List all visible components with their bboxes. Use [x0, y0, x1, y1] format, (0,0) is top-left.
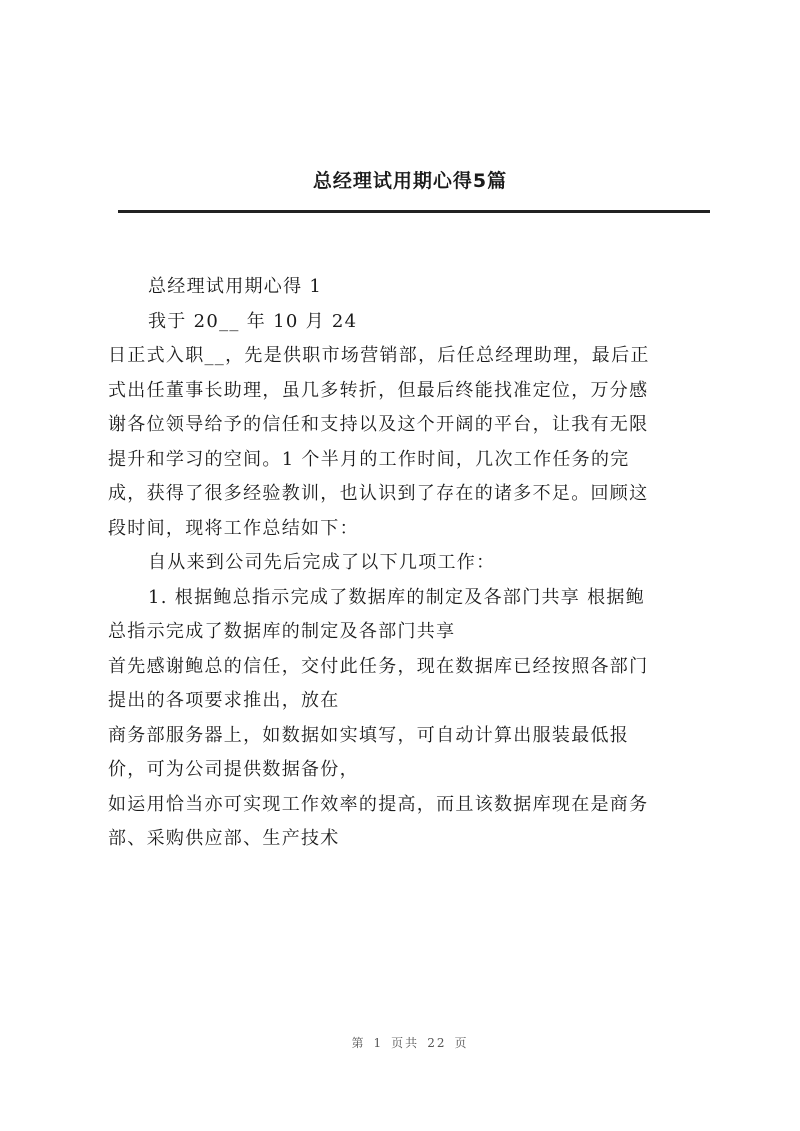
body-line: 自从来到公司先后完成了以下几项工作： [148, 552, 496, 573]
body-line: 总指示完成了数据库的制定及各部门共享 [108, 621, 456, 642]
body-line: 我于 20__ 年 10 月 24 [148, 310, 358, 332]
body-line: 1. 根据鲍总指示完成了数据库的制定及各部门共享 根据鲍 [148, 586, 646, 608]
body-line: 段时间，现将工作总结如下： [108, 517, 359, 539]
footer-suffix: 页 [454, 1036, 469, 1050]
body-line: 如运用恰当亦可实现工作效率的提高，而且该数据库现在是商务 [108, 793, 649, 815]
body-line: 部、采购供应部、生产技术 [108, 828, 340, 849]
current-page-number: 1 [373, 1036, 384, 1050]
body-line: 提出的各项要求推出，放在 [108, 690, 340, 711]
footer-mid: 页共 [391, 1036, 420, 1050]
body-line: 总经理试用期心得 1 [148, 276, 323, 297]
body-line: 日正式入职__，先是供职市场营销部，后任总经理助理，最后正 [108, 345, 650, 366]
document-title: 总经理试用期心得5篇 [312, 170, 508, 192]
body-line: 式出任董事长助理，虽几多转折，但最后终能找准定位，万分感 [108, 379, 649, 401]
body-line: 成，获得了很多经验教训，也认识到了存在的诸多不足。回顾这 [108, 483, 649, 504]
body-line: 首先感谢鲍总的信任，交付此任务，现在数据库已经按照各部门 [108, 655, 649, 677]
page-footer [0, 1034, 800, 1051]
body-line: 谢各位领导给予的信任和支持以及这个开阔的平台，让我有无限 [108, 414, 649, 435]
body-line: 商务部服务器上，如数据如实填写，可自动计算出服装最低报 [108, 724, 630, 746]
body-line: 提升和学习的空间。1 个半月的工作时间，几次工作任务的完 [108, 448, 630, 470]
title-divider [118, 210, 710, 213]
body-line: 价，可为公司提供数据备份， [108, 759, 359, 780]
footer-prefix: 第 [351, 1036, 366, 1050]
document-body [108, 270, 712, 857]
total-pages-number: 22 [427, 1036, 447, 1050]
